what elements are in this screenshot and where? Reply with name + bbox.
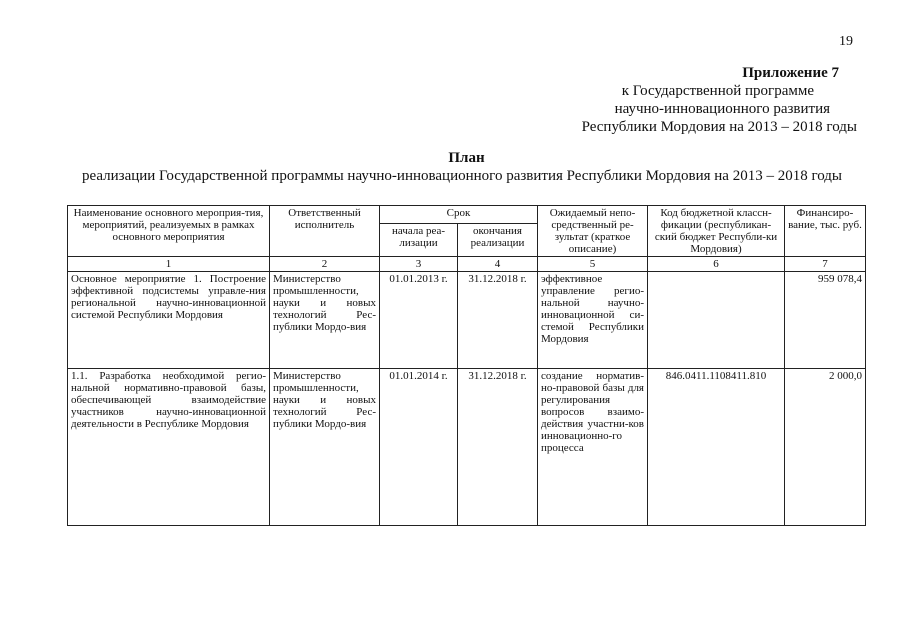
plan-table: [67, 205, 866, 526]
header-start: начала реа-лизации: [380, 224, 458, 257]
page-number: 19: [839, 34, 853, 49]
cell-name: 1.1. Разработка необходимой регио-нальной нормативно-правовой базы, обеспечивающей взаимодействие участников научно-инновационной деятельности в Республике Мордовия: [68, 369, 270, 526]
column-number: 3: [380, 257, 458, 272]
header-row: [68, 206, 866, 224]
column-number: 2: [270, 257, 380, 272]
cell-name: Основное мероприятие 1. Построение эффективной подсистемы управле-ния региональной научно-инновационной системой Республики Мордовия: [68, 272, 270, 369]
cell-result: создание норматив-но-правовой базы для регулирования вопросов взаимо-действия участни-ков инновационно-го процесса: [538, 369, 648, 526]
cell-end: 31.12.2018 г.: [458, 369, 538, 526]
cell-end: 31.12.2018 г.: [458, 272, 538, 369]
header-finance: Финансиро-вание, тыс. руб.: [785, 206, 866, 257]
cell-code: [648, 272, 785, 369]
appendix-line-3: научно-инновационного развития: [614, 101, 830, 117]
cell-start: 01.01.2014 г.: [380, 369, 458, 526]
appendix-block: [437, 64, 857, 136]
column-number: 5: [538, 257, 648, 272]
cell-finance: 959 078,4: [785, 272, 866, 369]
appendix-title: Приложение 7: [742, 65, 839, 81]
cell-executor: Министерство промышленности, науки и новых технологий Рес-публики Мордо-вия: [270, 272, 380, 369]
plan-title: План: [448, 150, 485, 166]
header-code: Код бюджетной классн-фикации (республикан-ский бюджет Республи-ки Мордовия): [648, 206, 785, 257]
cell-result: эффективное управление регио-нальной научно-инновационной си-стемой Республики Мордовия: [538, 272, 648, 369]
table-row: [68, 272, 866, 369]
cell-finance: 2 000,0: [785, 369, 866, 526]
cell-executor: Министерство промышленности, науки и новых технологий Рес-публики Мордо-вия: [270, 369, 380, 526]
column-number: 1: [68, 257, 270, 272]
cell-start: 01.01.2013 г.: [380, 272, 458, 369]
header-end: окончания реализации: [458, 224, 538, 257]
header-name: Наименование основного мероприя-тия, мероприятий, реализуемых в рамках основного мероприятия: [68, 206, 270, 257]
cell-code: 846.0411.1108411.810: [648, 369, 785, 526]
plan-subtitle: реализации Государственной программы научно-инновационного развития Республики Мордовия на 2013 – 2018 годы: [82, 168, 843, 184]
appendix-line-2: к Государственной программе: [621, 83, 814, 99]
column-number: 7: [785, 257, 866, 272]
table-row: [68, 369, 866, 526]
appendix-line-4: Республики Мордовия на 2013 – 2018 годы: [581, 119, 857, 135]
column-number-row: [68, 257, 866, 272]
header-term: Срок: [380, 206, 538, 224]
column-number: 6: [648, 257, 785, 272]
column-number: 4: [458, 257, 538, 272]
header-executor: Ответственный исполнитель: [270, 206, 380, 257]
header-result: Ожидаемый непо-средственный ре-зультат (краткое описание): [538, 206, 648, 257]
